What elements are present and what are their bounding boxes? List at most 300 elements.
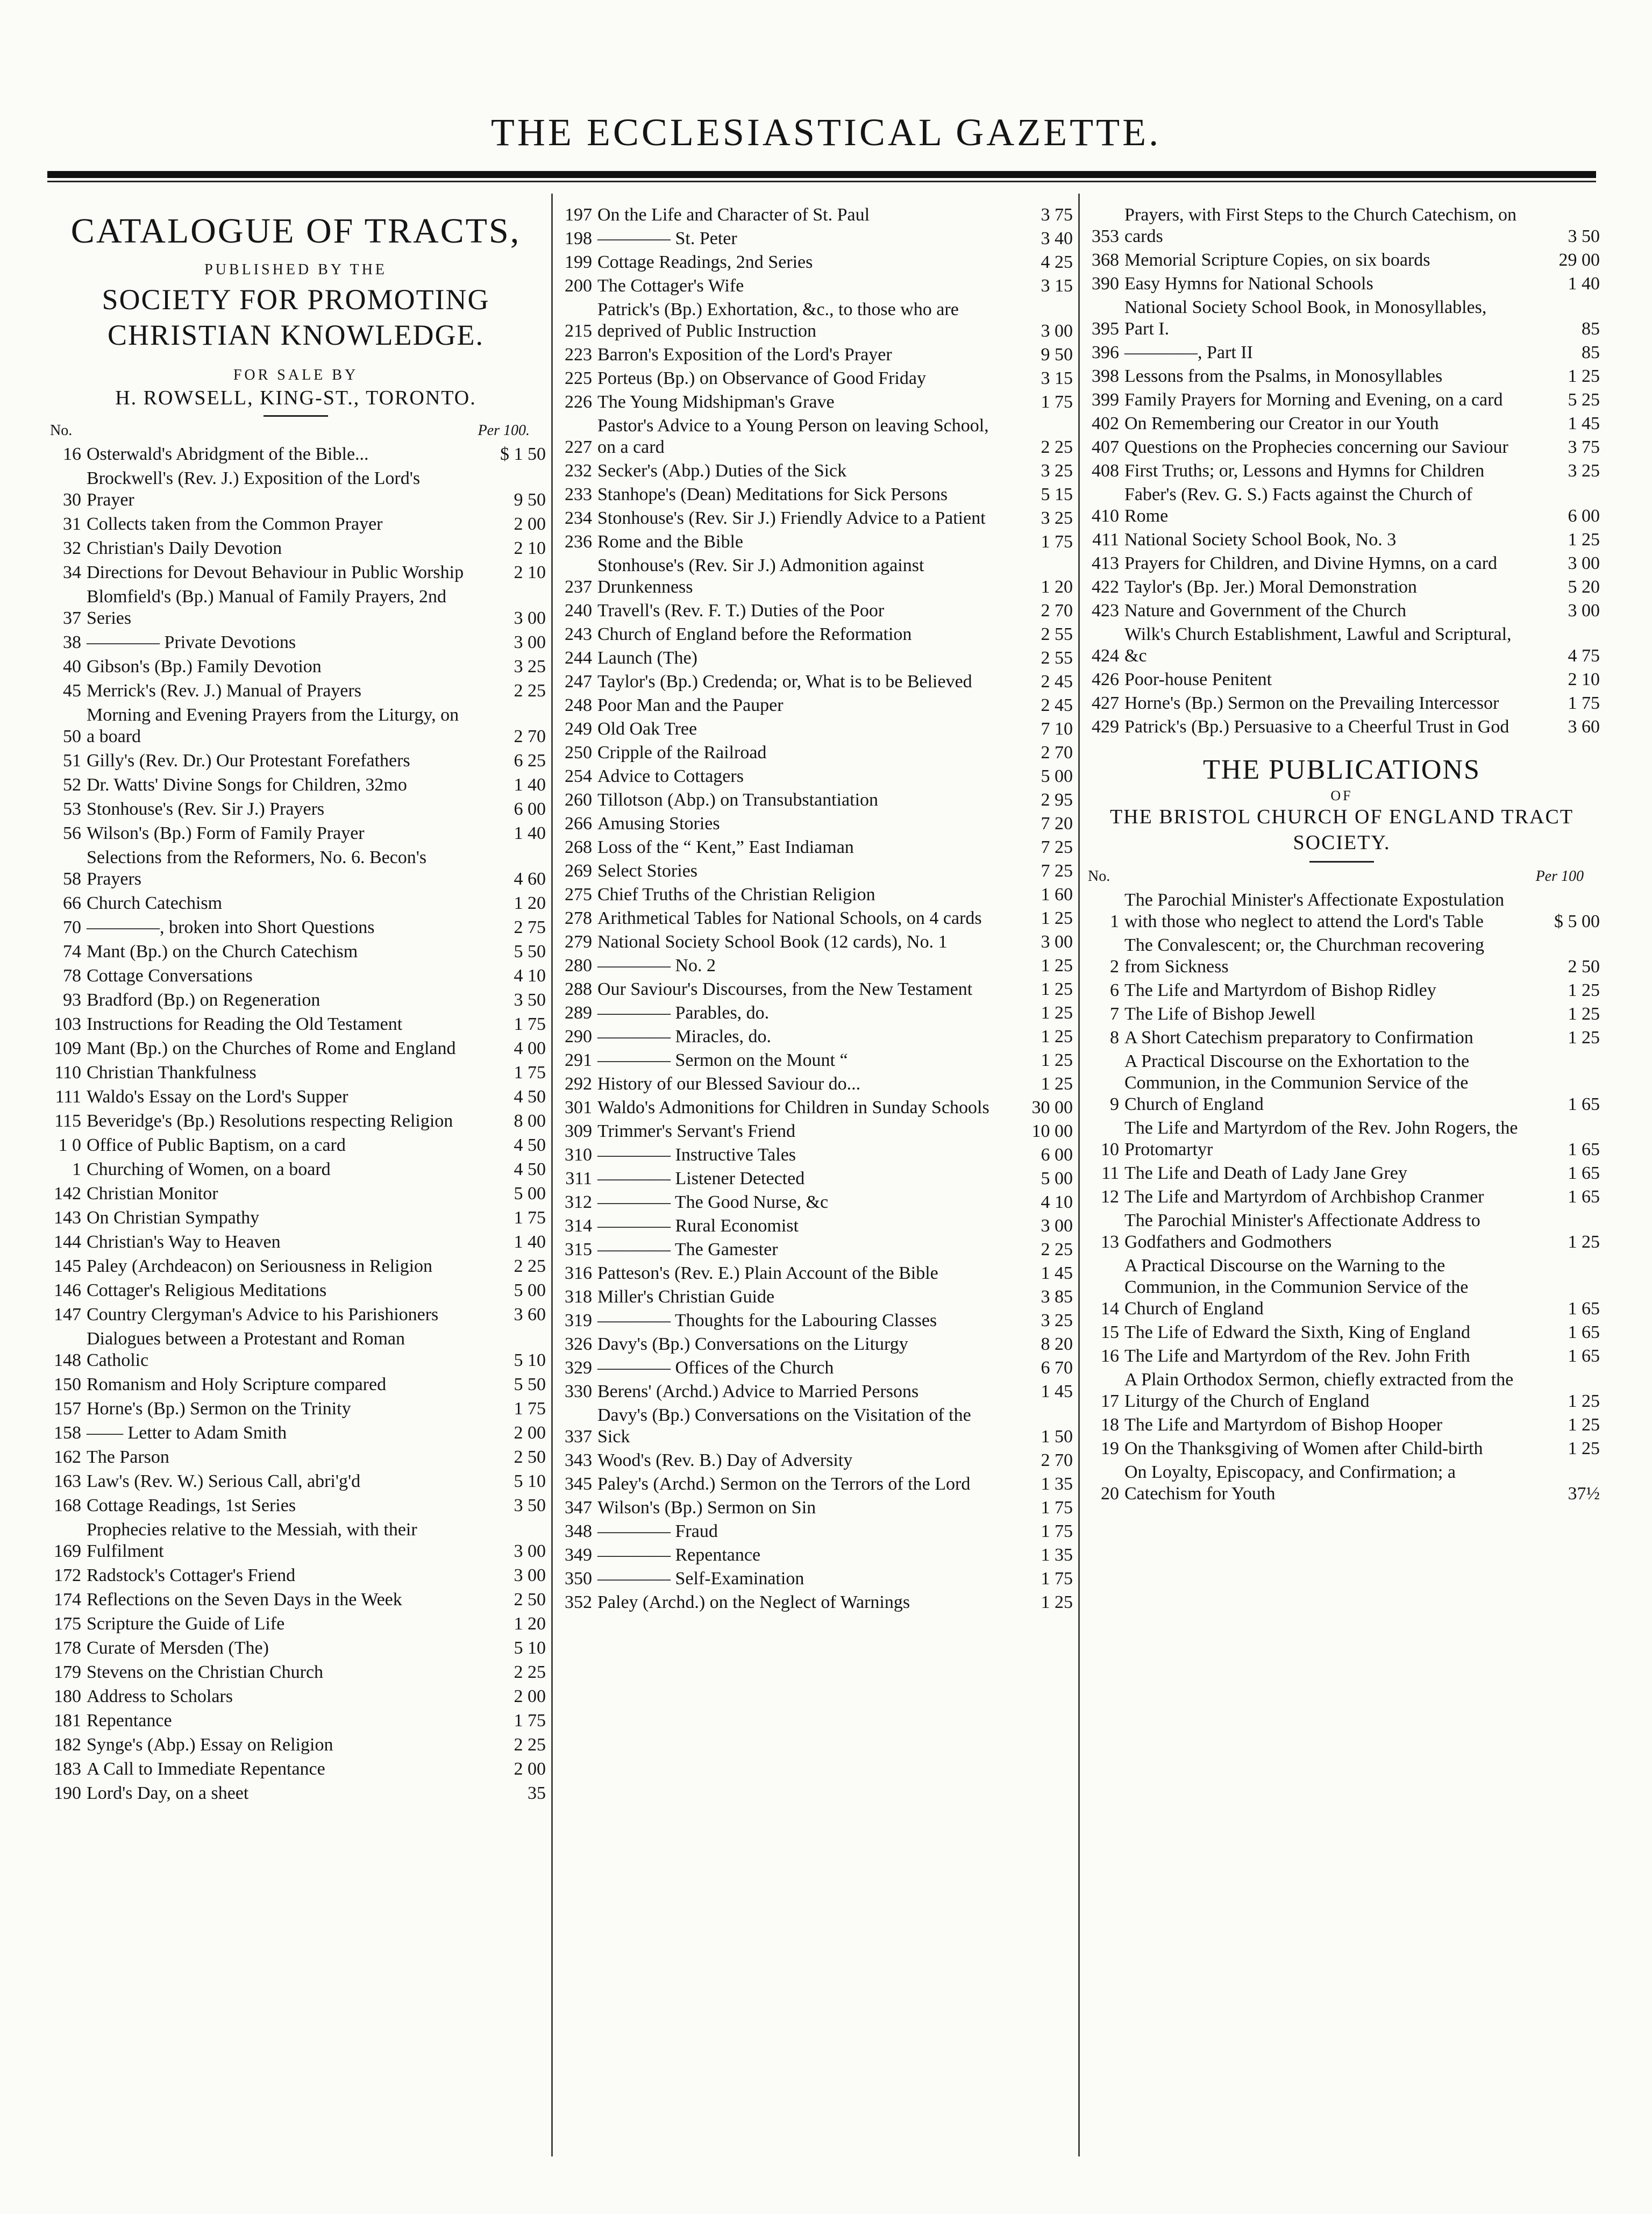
item-price: 1 25 bbox=[1568, 1439, 1600, 1458]
list-item bbox=[46, 1014, 546, 1035]
item-title: First Truths; or, Lessons and Hymns for Children bbox=[1124, 461, 1485, 481]
item-title: Paley (Archdeacon) on Seriousness in Religion bbox=[87, 1256, 433, 1276]
item-number: 53 bbox=[63, 799, 81, 819]
item-price: 7 25 bbox=[1041, 837, 1073, 857]
item-price: 3 15 bbox=[1041, 276, 1073, 296]
item-number: 398 bbox=[1092, 366, 1119, 386]
list-item bbox=[46, 656, 546, 678]
item-price: 1 65 bbox=[1568, 1299, 1600, 1319]
item-title: Christian Thankfulness bbox=[87, 1063, 257, 1083]
item-title: ———— Instructive Tales bbox=[597, 1145, 796, 1165]
item-number: 103 bbox=[54, 1014, 81, 1034]
item-number: 289 bbox=[565, 1003, 592, 1023]
item-price: $ 5 00 bbox=[1554, 912, 1600, 931]
number-label: No. bbox=[50, 422, 73, 439]
item-number: 429 bbox=[1092, 717, 1119, 737]
list-item bbox=[46, 1304, 546, 1326]
item-number: 162 bbox=[54, 1447, 81, 1467]
item-price: 4 00 bbox=[514, 1038, 546, 1058]
list-item bbox=[1084, 1186, 1600, 1208]
item-price: 1 40 bbox=[514, 775, 546, 795]
item-title: Stanhope's (Dean) Meditations for Sick Persons bbox=[597, 485, 948, 504]
item-title: ———— No. 2 bbox=[597, 956, 716, 976]
item-title: —— Letter to Adam Smith bbox=[87, 1423, 287, 1443]
item-number: 150 bbox=[54, 1375, 81, 1394]
item-price: 2 25 bbox=[514, 681, 546, 701]
list-item bbox=[1084, 273, 1600, 295]
item-price: 1 75 bbox=[1041, 392, 1073, 412]
list-item bbox=[46, 1207, 546, 1229]
item-price: 8 20 bbox=[1041, 1334, 1073, 1354]
item-price: 1 25 bbox=[1568, 530, 1600, 550]
list-item bbox=[557, 600, 1073, 622]
price-label: Per 100 bbox=[1535, 868, 1584, 885]
item-price: 1 25 bbox=[1041, 979, 1073, 999]
item-price: 1 45 bbox=[1041, 1382, 1073, 1401]
item-title: The Parochial Minister's Affectionate Address to Godfathers and Godmothers bbox=[1124, 1211, 1480, 1252]
item-number: 52 bbox=[63, 775, 81, 795]
list-item bbox=[1084, 716, 1600, 738]
list-item bbox=[557, 718, 1073, 740]
item-number: 427 bbox=[1092, 693, 1119, 713]
list-item bbox=[1084, 1462, 1600, 1505]
item-number: 183 bbox=[54, 1759, 81, 1779]
item-price: 3 25 bbox=[1041, 461, 1073, 481]
item-number: 163 bbox=[54, 1471, 81, 1491]
item-title: On Loyalty, Episcopacy, and Confirmation; a Catechism for Youth bbox=[1124, 1462, 1456, 1504]
item-number: 174 bbox=[54, 1590, 81, 1610]
item-number: 315 bbox=[565, 1240, 592, 1259]
item-title: Stonhouse's (Rev. Sir J.) Admonition against Drunkenness bbox=[597, 556, 924, 597]
item-title: ———— Parables, do. bbox=[597, 1003, 770, 1023]
list-item bbox=[557, 766, 1073, 787]
item-number: 58 bbox=[63, 869, 81, 889]
item-title: Wood's (Rev. B.) Day of Adversity bbox=[597, 1450, 853, 1470]
item-price: 1 35 bbox=[1041, 1545, 1073, 1565]
item-title: Lessons from the Psalms, in Monosyllables bbox=[1124, 366, 1443, 386]
item-price: 4 50 bbox=[514, 1087, 546, 1107]
item-title: Porteus (Bp.) on Observance of Good Friday bbox=[597, 368, 926, 388]
item-number: 291 bbox=[565, 1050, 592, 1070]
item-number: 14 bbox=[1101, 1299, 1119, 1319]
item-price: 3 60 bbox=[514, 1305, 546, 1325]
list-item bbox=[557, 1239, 1073, 1261]
item-number: 17 bbox=[1101, 1391, 1119, 1411]
list-item bbox=[1084, 576, 1600, 598]
item-number: 407 bbox=[1092, 437, 1119, 457]
item-number: 395 bbox=[1092, 319, 1119, 339]
list-item bbox=[46, 1183, 546, 1205]
item-title: The Life of Edward the Sixth, King of England bbox=[1124, 1322, 1471, 1342]
item-number: 423 bbox=[1092, 601, 1119, 621]
item-number: 147 bbox=[54, 1305, 81, 1325]
item-price: 5 15 bbox=[1041, 485, 1073, 504]
item-title: ————, broken into Short Questions bbox=[87, 917, 375, 937]
list-item bbox=[557, 1357, 1073, 1379]
list-item bbox=[1084, 204, 1600, 247]
item-number: 329 bbox=[565, 1358, 592, 1378]
item-number: 266 bbox=[565, 814, 592, 834]
list-item bbox=[1084, 1027, 1600, 1049]
list-item bbox=[46, 1686, 546, 1707]
item-number: 142 bbox=[54, 1184, 81, 1204]
item-price: 7 20 bbox=[1041, 814, 1073, 834]
item-price: 1 25 bbox=[1568, 1391, 1600, 1411]
list-item bbox=[557, 1381, 1073, 1403]
catalogue-title: CATALOGUE OF TRACTS, bbox=[70, 211, 521, 251]
item-price: 5 10 bbox=[514, 1471, 546, 1491]
item-title: Instructions for Reading the Old Testament bbox=[87, 1014, 403, 1034]
item-title: Amusing Stories bbox=[597, 814, 720, 834]
item-price: 3 50 bbox=[514, 990, 546, 1010]
item-number: 38 bbox=[63, 632, 81, 652]
list-item bbox=[46, 750, 546, 772]
item-title: Law's (Rev. W.) Serious Call, abri'g'd bbox=[87, 1471, 361, 1491]
item-price: 1 65 bbox=[1568, 1346, 1600, 1366]
item-title: ———— Rural Economist bbox=[597, 1216, 799, 1236]
list-item bbox=[1084, 413, 1600, 435]
item-title: Prayers for Children, and Divine Hymns, on a card bbox=[1124, 553, 1498, 573]
item-price: 5 10 bbox=[514, 1350, 546, 1370]
list-item bbox=[557, 1405, 1073, 1448]
item-price: 2 50 bbox=[1568, 957, 1600, 977]
item-price: 7 10 bbox=[1041, 719, 1073, 739]
item-number: 9 bbox=[1110, 1094, 1119, 1114]
item-number: 30 bbox=[63, 490, 81, 510]
item-price: 1 75 bbox=[1041, 1569, 1073, 1589]
item-price: 1 25 bbox=[1568, 1028, 1600, 1048]
item-price: 1 75 bbox=[514, 1063, 546, 1083]
item-title: Gilly's (Rev. Dr.) Our Protestant Forefathers bbox=[87, 751, 410, 771]
list-item bbox=[557, 1144, 1073, 1166]
list-item bbox=[46, 1374, 546, 1396]
item-title: Faber's (Rev. G. S.) Facts against the Church of Rome bbox=[1124, 485, 1472, 526]
number-label: No. bbox=[1088, 868, 1110, 885]
item-number: 309 bbox=[565, 1121, 592, 1141]
item-price: $ 1 50 bbox=[500, 444, 546, 464]
item-title: Repentance bbox=[87, 1711, 172, 1731]
list-item bbox=[557, 695, 1073, 716]
item-price: 3 00 bbox=[1568, 553, 1600, 573]
item-title: Dialogues between a Protestant and Roman Catholic bbox=[87, 1329, 405, 1370]
item-price: 1 25 bbox=[1041, 956, 1073, 976]
item-price: 5 25 bbox=[1568, 390, 1600, 410]
item-price: 3 00 bbox=[1041, 1216, 1073, 1236]
list-item bbox=[557, 647, 1073, 669]
item-price: 1 45 bbox=[1568, 414, 1600, 433]
list-item bbox=[1084, 1163, 1600, 1184]
list-item bbox=[557, 344, 1073, 366]
item-number: 326 bbox=[565, 1334, 592, 1354]
list-item bbox=[557, 979, 1073, 1000]
item-number: 422 bbox=[1092, 577, 1119, 597]
list-item bbox=[557, 1286, 1073, 1308]
item-number: 181 bbox=[54, 1711, 81, 1731]
tract-list bbox=[46, 444, 546, 1804]
list-item bbox=[46, 799, 546, 820]
list-item bbox=[46, 1256, 546, 1277]
item-price: 35 bbox=[528, 1783, 546, 1803]
tract-list bbox=[557, 204, 1073, 1613]
item-title: A Short Catechism preparatory to Confirmation bbox=[1124, 1028, 1473, 1048]
item-number: 314 bbox=[565, 1216, 592, 1236]
list-item bbox=[557, 228, 1073, 250]
item-title: Travell's (Rev. F. T.) Duties of the Poor bbox=[597, 601, 885, 621]
seller-name: H. ROWSELL, KING-ST., TORONTO. bbox=[115, 387, 476, 409]
list-item bbox=[46, 1565, 546, 1586]
list-item bbox=[557, 1002, 1073, 1024]
item-number: 227 bbox=[565, 437, 592, 457]
list-item bbox=[557, 1121, 1073, 1142]
list-item bbox=[1084, 669, 1600, 690]
item-number: 1 bbox=[72, 1159, 81, 1179]
list-item bbox=[557, 1473, 1073, 1495]
item-title: Patteson's (Rev. E.) Plain Account of the Bible bbox=[597, 1263, 938, 1283]
list-item bbox=[1084, 366, 1600, 387]
list-item bbox=[557, 1497, 1073, 1519]
item-number: 352 bbox=[565, 1592, 592, 1612]
list-item bbox=[557, 460, 1073, 482]
item-price: 3 25 bbox=[1568, 461, 1600, 481]
item-number: 290 bbox=[565, 1027, 592, 1047]
item-price: 85 bbox=[1582, 319, 1600, 339]
item-title: The Cottager's Wife bbox=[597, 276, 744, 296]
list-item bbox=[557, 955, 1073, 977]
item-price: 1 40 bbox=[1568, 274, 1600, 294]
item-price: 6 00 bbox=[514, 799, 546, 819]
item-number: 319 bbox=[565, 1311, 592, 1330]
item-title: Tillotson (Abp.) on Transubstantiation bbox=[597, 790, 879, 810]
item-title: Wilk's Church Establishment, Lawful and Scriptural, &c bbox=[1124, 624, 1512, 666]
item-title: Christian's Way to Heaven bbox=[87, 1232, 281, 1252]
item-price: 2 00 bbox=[514, 1423, 546, 1443]
list-item bbox=[557, 837, 1073, 858]
item-number: 244 bbox=[565, 648, 592, 668]
item-number: 169 bbox=[54, 1541, 81, 1561]
item-number: 175 bbox=[54, 1614, 81, 1634]
item-number: 310 bbox=[565, 1145, 592, 1165]
list-item bbox=[1084, 484, 1600, 527]
list-item bbox=[1084, 553, 1600, 574]
item-number: 233 bbox=[565, 485, 592, 504]
item-title: Stonhouse's (Rev. Sir J.) Friendly Advice to a Patient bbox=[597, 508, 986, 528]
item-title: The Life and Martyrdom of Archbishop Cranmer bbox=[1124, 1187, 1484, 1207]
item-number: 182 bbox=[54, 1735, 81, 1755]
item-number: 410 bbox=[1092, 506, 1119, 526]
item-price: 9 50 bbox=[514, 490, 546, 510]
list-item bbox=[557, 531, 1073, 553]
list-item bbox=[1084, 1210, 1600, 1253]
item-title: ———— St. Peter bbox=[597, 229, 737, 248]
list-item bbox=[1084, 1369, 1600, 1412]
item-title: Morning and Evening Prayers from the Liturgy, on a board bbox=[87, 705, 459, 746]
item-number: 426 bbox=[1092, 670, 1119, 689]
item-number: 350 bbox=[565, 1569, 592, 1589]
item-number: 13 bbox=[1101, 1232, 1119, 1252]
item-price: 29 00 bbox=[1558, 250, 1600, 270]
item-number: 250 bbox=[565, 743, 592, 763]
item-price: 4 60 bbox=[514, 869, 546, 889]
list-item bbox=[46, 1086, 546, 1108]
item-title: Waldo's Essay on the Lord's Supper bbox=[87, 1087, 348, 1107]
list-item bbox=[557, 1450, 1073, 1471]
item-price: 3 75 bbox=[1568, 437, 1600, 457]
item-title: Address to Scholars bbox=[87, 1686, 233, 1706]
list-item bbox=[1084, 1051, 1600, 1115]
list-item bbox=[1084, 980, 1600, 1001]
item-number: 236 bbox=[565, 532, 592, 552]
item-price: 7 25 bbox=[1041, 861, 1073, 881]
item-price: 1 20 bbox=[514, 893, 546, 913]
list-item bbox=[46, 1662, 546, 1683]
list-item bbox=[46, 1280, 546, 1301]
item-price: 2 25 bbox=[1041, 1240, 1073, 1259]
item-price: 3 00 bbox=[1041, 932, 1073, 952]
list-item bbox=[557, 931, 1073, 953]
list-item bbox=[557, 1592, 1073, 1613]
list-item bbox=[557, 415, 1073, 458]
item-price: 5 00 bbox=[1041, 766, 1073, 786]
item-title: Directions for Devout Behaviour in Public Worship bbox=[87, 563, 464, 582]
list-item bbox=[46, 1110, 546, 1132]
item-title: Select Stories bbox=[597, 861, 698, 881]
item-title: Bradford (Bp.) on Regeneration bbox=[87, 990, 321, 1010]
item-price: 6 00 bbox=[1568, 506, 1600, 526]
column-separator bbox=[551, 194, 553, 2156]
bristol-society-name: THE BRISTOL CHURCH OF ENGLAND TRACT SOCIETY. bbox=[1109, 806, 1574, 854]
item-price: 2 25 bbox=[514, 1662, 546, 1682]
item-title: Scripture the Guide of Life bbox=[87, 1614, 285, 1634]
item-price: 1 25 bbox=[1041, 1003, 1073, 1023]
item-price: 37½ bbox=[1568, 1484, 1600, 1504]
item-number: 215 bbox=[565, 321, 592, 341]
item-title: A Practical Discourse on the Warning to the Communion, in the Communion Service of the Church of England bbox=[1124, 1256, 1469, 1319]
list-item bbox=[557, 1215, 1073, 1237]
item-price: 1 25 bbox=[1041, 1027, 1073, 1047]
item-title: Church of England before the Reformation bbox=[597, 624, 912, 644]
item-title: Trimmer's Servant's Friend bbox=[597, 1121, 795, 1141]
list-item bbox=[46, 1328, 546, 1371]
item-price: 3 50 bbox=[1568, 226, 1600, 246]
item-price: 4 75 bbox=[1568, 646, 1600, 666]
list-item bbox=[46, 514, 546, 535]
item-price: 1 75 bbox=[1041, 1498, 1073, 1518]
item-number: 390 bbox=[1092, 274, 1119, 294]
item-number: 8 bbox=[1110, 1028, 1119, 1048]
item-price: 5 20 bbox=[1568, 577, 1600, 597]
catalogue-column-3 bbox=[1084, 204, 1600, 1507]
list-item bbox=[46, 893, 546, 914]
item-title: Poor-house Penitent bbox=[1124, 670, 1272, 689]
list-item bbox=[557, 1168, 1073, 1190]
item-title: Family Prayers for Morning and Evening, on a card bbox=[1124, 390, 1503, 410]
item-title: Wilson's (Bp.) Form of Family Prayer bbox=[87, 823, 365, 843]
item-number: 249 bbox=[565, 719, 592, 739]
list-item bbox=[46, 1471, 546, 1492]
item-price: 2 25 bbox=[514, 1256, 546, 1276]
item-price: 1 75 bbox=[1568, 693, 1600, 713]
item-price: 6 00 bbox=[1041, 1145, 1073, 1165]
list-item bbox=[557, 252, 1073, 273]
item-title: National Society School Book (12 cards), No. 1 bbox=[597, 932, 948, 952]
list-item bbox=[46, 989, 546, 1011]
list-item bbox=[46, 704, 546, 748]
list-item bbox=[46, 1710, 546, 1732]
item-number: 6 bbox=[1110, 980, 1119, 1000]
item-title: Dr. Watts' Divine Songs for Children, 32mo bbox=[87, 775, 407, 795]
price-label: Per 100. bbox=[478, 422, 530, 439]
list-item bbox=[557, 275, 1073, 297]
item-price: 3 60 bbox=[1568, 717, 1600, 737]
item-title: Chief Truths of the Christian Religion bbox=[597, 885, 875, 905]
item-price: 1 65 bbox=[1568, 1163, 1600, 1183]
list-item bbox=[557, 1026, 1073, 1048]
item-title: Beveridge's (Bp.) Resolutions respecting Religion bbox=[87, 1111, 453, 1131]
list-item bbox=[46, 1495, 546, 1517]
item-number: 180 bbox=[54, 1686, 81, 1706]
item-number: 11 bbox=[1101, 1163, 1119, 1183]
item-title: On Christian Sympathy bbox=[87, 1208, 260, 1228]
item-price: 85 bbox=[1582, 343, 1600, 362]
item-title: Paley (Archd.) on the Neglect of Warnings bbox=[597, 1592, 910, 1612]
short-rule bbox=[1309, 861, 1374, 863]
list-item bbox=[46, 562, 546, 583]
item-title: Gibson's (Bp.) Family Devotion bbox=[87, 657, 322, 677]
masthead: THE ECCLESIASTICAL GAZETTE. bbox=[490, 111, 1162, 154]
item-title: A Plain Orthodox Sermon, chiefly extracted from the Liturgy of the Church of England bbox=[1124, 1370, 1514, 1411]
item-price: 3 15 bbox=[1041, 368, 1073, 388]
list-item bbox=[1084, 1346, 1600, 1367]
item-price: 1 20 bbox=[514, 1614, 546, 1634]
item-title: Patrick's (Bp.) Exhortation, &c., to those who are deprived of Public Instruction bbox=[597, 300, 959, 341]
item-title: Arithmetical Tables for National Schools, on 4 cards bbox=[597, 908, 982, 928]
item-price: 3 25 bbox=[514, 657, 546, 677]
column-separator bbox=[1078, 194, 1080, 2156]
list-item bbox=[46, 1062, 546, 1084]
list-item bbox=[1084, 1414, 1600, 1436]
item-title: On the Life and Character of St. Paul bbox=[597, 205, 870, 225]
item-price: 8 00 bbox=[514, 1111, 546, 1131]
item-price: 1 25 bbox=[1568, 980, 1600, 1000]
item-price: 2 50 bbox=[514, 1447, 546, 1467]
item-number: 78 bbox=[63, 966, 81, 986]
list-item bbox=[1084, 529, 1600, 551]
item-number: 31 bbox=[63, 514, 81, 534]
item-number: 223 bbox=[565, 345, 592, 365]
item-price: 10 00 bbox=[1031, 1121, 1073, 1141]
society-name: SOCIETY FOR PROMOTING CHRISTIAN KNOWLEDGE. bbox=[102, 283, 490, 351]
item-title: Prophecies relative to the Messiah, with their Fulfilment bbox=[87, 1520, 417, 1561]
item-number: 32 bbox=[63, 538, 81, 558]
list-item bbox=[46, 1589, 546, 1611]
item-title: Cripple of the Railroad bbox=[597, 743, 767, 763]
item-title: Davy's (Bp.) Conversations on the Visitation of the Sick bbox=[597, 1405, 971, 1447]
item-number: 16 bbox=[63, 444, 81, 464]
item-number: 280 bbox=[565, 956, 592, 976]
list-item bbox=[46, 468, 546, 511]
item-price: 1 25 bbox=[1041, 908, 1073, 928]
item-number: 234 bbox=[565, 508, 592, 528]
item-number: 247 bbox=[565, 672, 592, 692]
list-item bbox=[46, 917, 546, 938]
item-title: Cottage Readings, 2nd Series bbox=[597, 252, 813, 272]
catalogue-column-2 bbox=[557, 204, 1073, 1615]
list-item bbox=[1084, 1003, 1600, 1025]
item-number: 45 bbox=[63, 681, 81, 701]
item-title: Merrick's (Rev. J.) Manual of Prayers bbox=[87, 681, 361, 701]
list-item bbox=[46, 1519, 546, 1562]
item-number: 199 bbox=[565, 252, 592, 272]
